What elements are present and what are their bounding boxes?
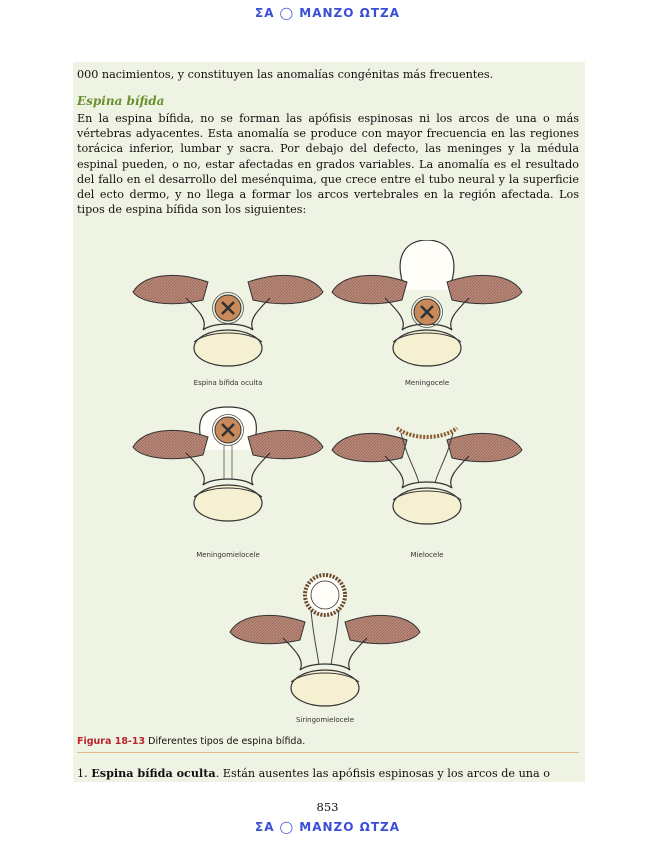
fig-mielocele	[332, 428, 522, 524]
fig-siringomielocele	[230, 575, 420, 706]
footer-watermark: ΣΑ ◯ ΜΑΝΖΟ ΩΤΖΑ	[255, 820, 400, 834]
section-heading: Espina bífida	[77, 94, 165, 108]
list-item-oculta	[77, 766, 579, 781]
fig-meningocele	[332, 240, 522, 366]
caption-number: Figura 18-13	[77, 736, 146, 747]
label-siringomielocele: Siringomielocele	[295, 716, 355, 724]
list-number: 1.	[77, 767, 88, 780]
list-term: Espina bífida oculta	[91, 766, 216, 780]
label-meningomielocele: Meningomielocele	[196, 551, 260, 559]
intro-line: 000 nacimientos, y constituyen las anomalías congénitas más frecuentes.	[77, 68, 494, 81]
label-mielocele: Mielocele	[410, 551, 444, 559]
spina-bifida-figure	[130, 240, 525, 725]
list-text: . Están ausentes las apófisis espinosas y los arcos de una o	[215, 767, 550, 780]
figure-caption	[77, 736, 305, 747]
caption-text: Diferentes tipos de espina bífida.	[145, 736, 306, 747]
body-paragraph: En la espina bífida, no se forman las apófisis espinosas ni los arcos de una o más vértebras adyacentes. Esta anomalía se produce con mayor frecuencia en las regiones torácica inferior, lumbar y sacra. Por debajo del defecto, las meninges y la médula espinal pueden, o no, estar afectadas en grados variables. La anomalía es el resultado del fallo en el desarrollo del mesénquima, que crece entre el tubo neural y la superficie del ecto dermo, y no llega a formar los arcos vertebrales en la región afectada. Los tipos de espina bífida son los siguientes:	[77, 112, 579, 217]
fig-oculta	[133, 275, 323, 366]
fig-meningomielocele	[133, 407, 323, 521]
label-oculta: Espina bífida oculta	[193, 379, 263, 387]
page-number: 853	[316, 800, 339, 814]
header-watermark: ΣΑ ◯ ΜΑΝΖΟ ΩΤΖΑ	[255, 6, 400, 20]
label-meningocele: Meningocele	[404, 379, 450, 387]
section-divider	[77, 752, 579, 753]
